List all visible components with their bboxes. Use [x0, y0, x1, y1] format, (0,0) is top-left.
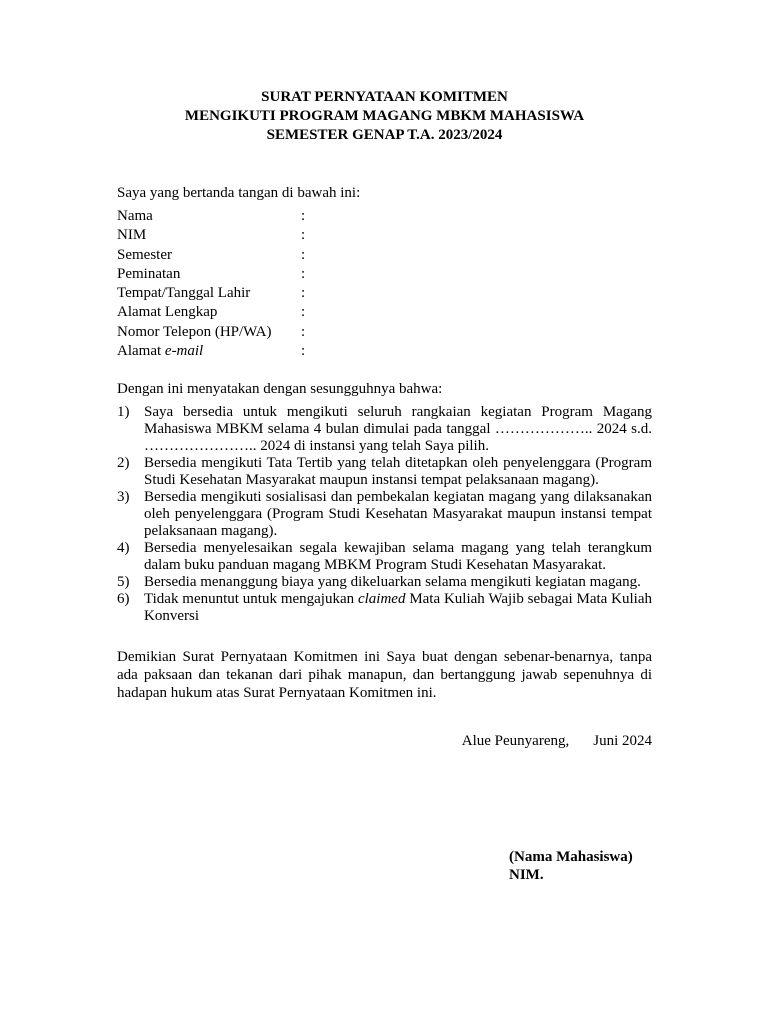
field-label-telepon: Nomor Telepon (HP/WA)	[117, 323, 272, 340]
field-colon: :	[301, 304, 306, 321]
closing-paragraph: Demikian Surat Pernyataan Komitmen ini Saya buat dengan sebenar-benarnya, tanpa ada paksaan dan tekanan dari pihak manapun, dan bertanggung jawab sepenuhnya di hadapan hukum atas Surat Pernyataan Komitmen ini.	[117, 649, 652, 702]
place-text: Alue Peunyareng,	[461, 733, 570, 750]
field-label-email	[117, 342, 301, 361]
list-item-text: Bersedia mengikuti Tata Tertib yang telah ditetapkan oleh penyelenggara (Program Studi Kesehatan Masyarakat maupun instansi tempat pelaksanaan magang).	[144, 455, 652, 489]
commitment-list	[117, 404, 656, 625]
document-body	[117, 88, 656, 751]
document-title-line-1: SURAT PERNYATAAN KOMITMEN	[261, 89, 508, 105]
intro-text: Saya yang bertanda tangan di bawah ini:	[117, 185, 361, 201]
field-colon: :	[301, 227, 306, 244]
field-row-nim	[117, 226, 652, 245]
list-item	[117, 489, 652, 540]
signature-block	[509, 848, 633, 884]
list-item-number: 6)	[117, 591, 130, 608]
field-label-email-plain: Alamat	[117, 343, 165, 360]
field-colon: :	[301, 265, 306, 282]
list-item	[117, 455, 652, 489]
list-item	[117, 574, 652, 591]
field-colon: :	[301, 285, 306, 302]
identity-fields	[117, 207, 652, 361]
list-item-number: 3)	[117, 489, 130, 506]
field-label-nim: NIM	[117, 227, 147, 244]
field-row-ttl	[117, 284, 652, 303]
list-item-text: Bersedia menyelesaikan segala kewajiban selama magang yang telah terangkum dalam buku panduan magang MBKM Program Studi Kesehatan Masyarakat.	[144, 540, 652, 574]
field-label-ttl: Tempat/Tanggal Lahir	[117, 285, 251, 302]
list-item-text-before: Tidak menuntut untuk mengajukan	[144, 591, 358, 608]
document-title-line-3: SEMESTER GENAP T.A. 2023/2024	[266, 127, 503, 143]
list-item-number: 1)	[117, 404, 130, 421]
field-row-peminatan	[117, 265, 652, 284]
list-item-text-after: Mata Kuliah Wajib sebagai Mata Kuliah Konversi	[144, 591, 656, 625]
field-label-nama: Nama	[117, 208, 153, 224]
list-item-text	[144, 591, 656, 625]
field-colon: :	[301, 323, 306, 340]
place-date-line	[117, 732, 652, 751]
field-label-semester: Semester	[117, 246, 172, 263]
list-item-number: 5)	[117, 574, 130, 591]
list-item-text: Bersedia mengikuti sosialisasi dan pembekalan kegiatan magang yang dilaksanakan oleh penyelenggara (Program Studi Kesehatan Masyarakat maupun instansi tempat pelaksanaan magang).	[144, 489, 652, 540]
field-colon: :	[301, 246, 306, 263]
list-item	[117, 591, 656, 625]
field-colon: :	[301, 343, 306, 360]
list-item-text: Saya bersedia untuk mengikuti seluruh rangkaian kegiatan Program Magang Mahasiswa MBKM selama 4 bulan dimulai pada tanggal ……………….. 2024 s.d. ………………….. 2024 di instansi yang telah Saya pilih.	[144, 404, 652, 455]
list-item-number: 2)	[117, 455, 130, 472]
field-colon: :	[301, 208, 306, 224]
field-row-alamat	[117, 303, 652, 322]
signature-nim: NIM.	[509, 867, 544, 883]
field-row-email	[117, 342, 652, 361]
field-row-telepon	[117, 323, 652, 342]
field-label-peminatan: Peminatan	[117, 265, 181, 282]
date-text: Juni 2024	[593, 733, 652, 750]
field-row-nama	[117, 207, 652, 226]
field-label-alamat: Alamat Lengkap	[117, 304, 218, 321]
list-item-number: 4)	[117, 540, 130, 557]
document-title-line-2: MENGIKUTI PROGRAM MAGANG MBKM MAHASISWA	[184, 108, 585, 124]
statement-text: Dengan ini menyatakan dengan sesungguhnya bahwa:	[117, 381, 443, 398]
list-item	[117, 540, 652, 574]
signature-name: (Nama Mahasiswa)	[509, 849, 633, 865]
field-row-semester	[117, 246, 652, 265]
list-item-text: Bersedia menanggung biaya yang dikeluarkan selama mengikuti kegiatan magang.	[144, 574, 641, 591]
field-label-email-italic: e-mail	[164, 343, 204, 360]
list-item	[117, 404, 652, 455]
list-item-text-italic: claimed	[357, 591, 406, 608]
